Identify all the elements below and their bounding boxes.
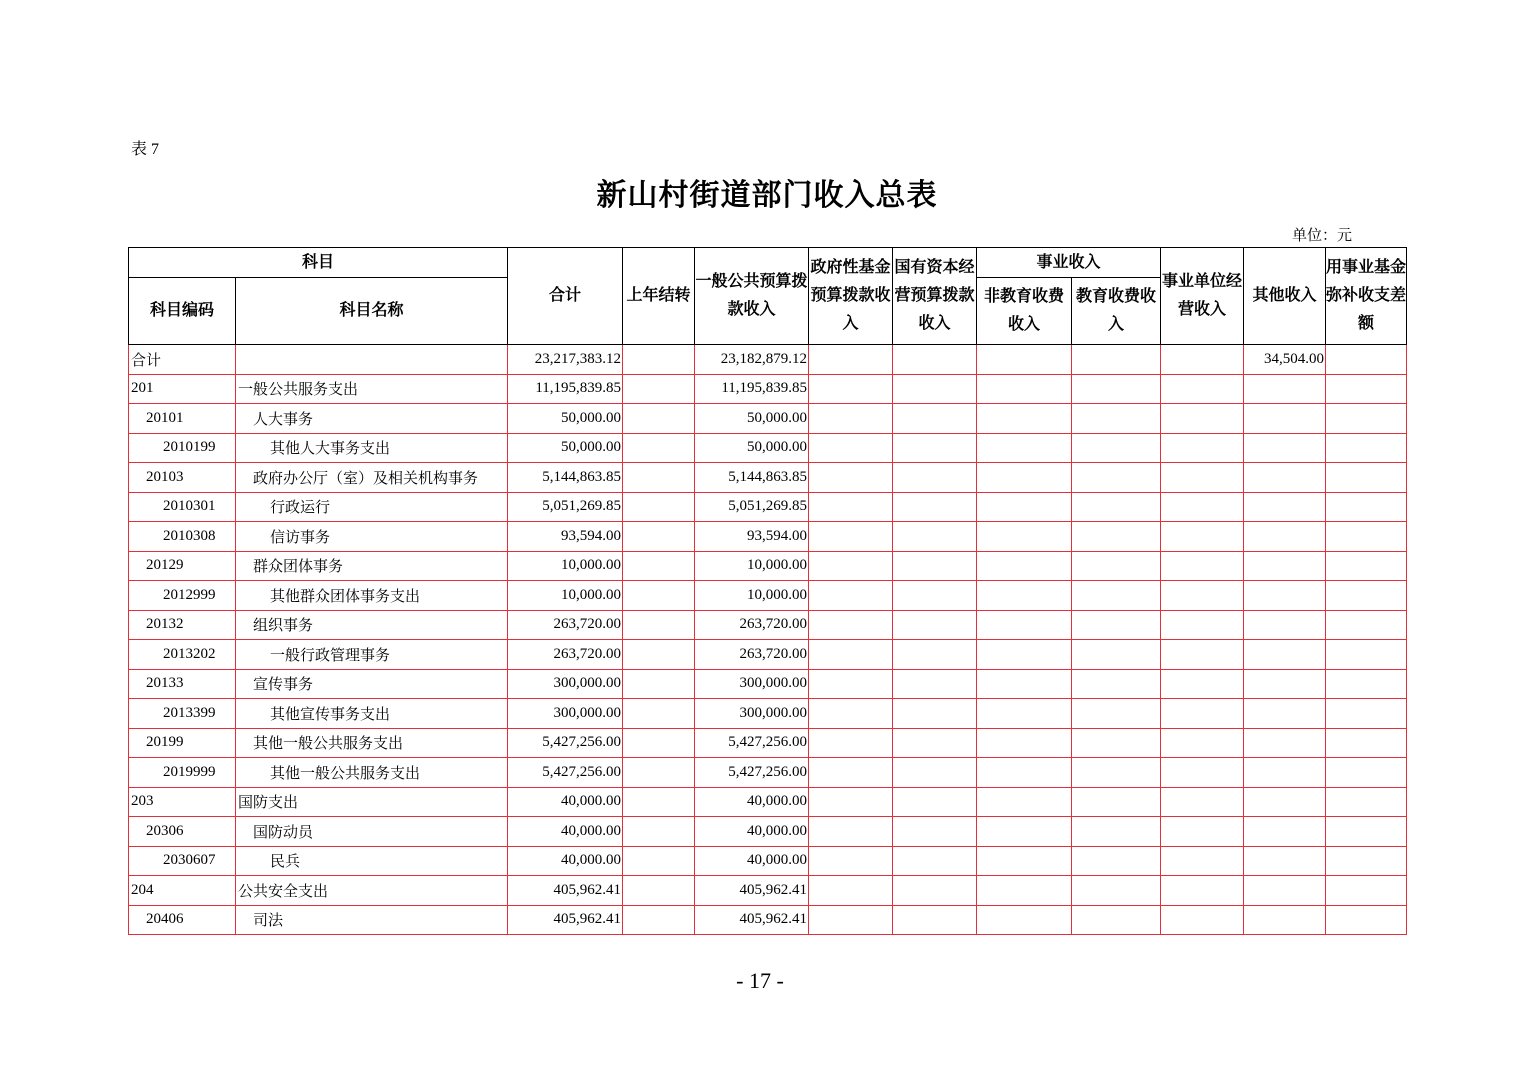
cell-unit-operation — [1161, 610, 1244, 640]
cell-make-up — [1326, 610, 1407, 640]
cell-name: 国防支出 — [236, 787, 508, 817]
cell-non-edu — [977, 669, 1072, 699]
cell-total: 5,144,863.85 — [508, 463, 623, 493]
cell-unit-operation — [1161, 374, 1244, 404]
cell-non-edu — [977, 374, 1072, 404]
cell-name: 一般行政管理事务 — [236, 640, 508, 670]
cell-carryover — [623, 522, 695, 552]
cell-code: 20132 — [129, 610, 236, 640]
cell-other — [1244, 669, 1326, 699]
cell-code: 20103 — [129, 463, 236, 493]
table-row — [129, 404, 1407, 434]
cell-state-capital — [893, 758, 977, 788]
table-row — [129, 492, 1407, 522]
cell-unit-operation — [1161, 345, 1244, 375]
cell-general: 263,720.00 — [695, 640, 809, 670]
cell-edu — [1072, 581, 1161, 611]
cell-carryover — [623, 699, 695, 729]
cell-name: 一般公共服务支出 — [236, 374, 508, 404]
cell-name: 信访事务 — [236, 522, 508, 552]
cell-fund — [809, 640, 893, 670]
cell-make-up — [1326, 728, 1407, 758]
cell-total: 93,594.00 — [508, 522, 623, 552]
cell-total: 263,720.00 — [508, 610, 623, 640]
cell-other — [1244, 640, 1326, 670]
cell-fund — [809, 374, 893, 404]
cell-general: 50,000.00 — [695, 404, 809, 434]
cell-make-up — [1326, 699, 1407, 729]
cell-non-edu — [977, 876, 1072, 906]
cell-total: 405,962.41 — [508, 876, 623, 906]
cell-carryover — [623, 551, 695, 581]
cell-make-up — [1326, 876, 1407, 906]
cell-carryover — [623, 758, 695, 788]
cell-other: 34,504.00 — [1244, 345, 1326, 375]
cell-total: 300,000.00 — [508, 699, 623, 729]
cell-make-up — [1326, 492, 1407, 522]
table-row — [129, 433, 1407, 463]
header-carryover: 上年结转 — [623, 248, 695, 345]
table-row — [129, 640, 1407, 670]
cell-edu — [1072, 728, 1161, 758]
cell-general: 405,962.41 — [695, 876, 809, 906]
cell-edu — [1072, 404, 1161, 434]
cell-state-capital — [893, 846, 977, 876]
cell-non-edu — [977, 492, 1072, 522]
cell-edu — [1072, 669, 1161, 699]
cell-code: 20199 — [129, 728, 236, 758]
cell-state-capital — [893, 699, 977, 729]
cell-edu — [1072, 905, 1161, 935]
cell-fund — [809, 905, 893, 935]
page-number: - 17 - — [736, 968, 784, 993]
cell-code: 20129 — [129, 551, 236, 581]
cell-unit-operation — [1161, 876, 1244, 906]
cell-fund — [809, 787, 893, 817]
cell-code: 2013399 — [129, 699, 236, 729]
cell-other — [1244, 463, 1326, 493]
cell-code: 2010308 — [129, 522, 236, 552]
cell-state-capital — [893, 581, 977, 611]
cell-name: 其他一般公共服务支出 — [236, 758, 508, 788]
cell-edu — [1072, 758, 1161, 788]
table-row — [129, 522, 1407, 552]
cell-unit-operation — [1161, 669, 1244, 699]
cell-other — [1244, 551, 1326, 581]
cell-edu — [1072, 876, 1161, 906]
cell-non-edu — [977, 787, 1072, 817]
cell-non-edu — [977, 404, 1072, 434]
cell-edu — [1072, 463, 1161, 493]
cell-fund — [809, 404, 893, 434]
cell-unit-operation — [1161, 492, 1244, 522]
cell-other — [1244, 433, 1326, 463]
cell-fund — [809, 345, 893, 375]
table-row — [129, 463, 1407, 493]
cell-total: 5,051,269.85 — [508, 492, 623, 522]
cell-non-edu — [977, 345, 1072, 375]
cell-unit-operation — [1161, 699, 1244, 729]
cell-general: 10,000.00 — [695, 581, 809, 611]
cell-code: 20101 — [129, 404, 236, 434]
cell-other — [1244, 404, 1326, 434]
cell-carryover — [623, 463, 695, 493]
cell-carryover — [623, 817, 695, 847]
cell-carryover — [623, 492, 695, 522]
cell-other — [1244, 492, 1326, 522]
cell-total: 50,000.00 — [508, 433, 623, 463]
header-state-capital: 国有资本经营预算拨款收入 — [893, 248, 977, 345]
cell-fund — [809, 522, 893, 552]
cell-total: 40,000.00 — [508, 846, 623, 876]
cell-unit-operation — [1161, 433, 1244, 463]
cell-non-edu — [977, 463, 1072, 493]
table-row — [129, 846, 1407, 876]
cell-non-edu — [977, 758, 1072, 788]
header-fund: 政府性基金预算拨款收入 — [809, 248, 893, 345]
cell-non-edu — [977, 551, 1072, 581]
cell-state-capital — [893, 669, 977, 699]
cell-code: 20133 — [129, 669, 236, 699]
cell-non-edu — [977, 581, 1072, 611]
cell-make-up — [1326, 817, 1407, 847]
cell-other — [1244, 817, 1326, 847]
cell-general: 5,051,269.85 — [695, 492, 809, 522]
cell-carryover — [623, 581, 695, 611]
cell-non-edu — [977, 433, 1072, 463]
header-code: 科目编码 — [129, 278, 236, 345]
cell-fund — [809, 699, 893, 729]
cell-carryover — [623, 876, 695, 906]
cell-code: 204 — [129, 876, 236, 906]
cell-code: 2012999 — [129, 581, 236, 611]
cell-unit-operation — [1161, 787, 1244, 817]
cell-edu — [1072, 551, 1161, 581]
cell-edu — [1072, 345, 1161, 375]
header-other: 其他收入 — [1244, 248, 1326, 345]
cell-name: 其他一般公共服务支出 — [236, 728, 508, 758]
cell-code: 2010199 — [129, 433, 236, 463]
cell-code: 2019999 — [129, 758, 236, 788]
cell-fund — [809, 758, 893, 788]
header-edu: 教育收费收入 — [1072, 278, 1161, 345]
cell-unit-operation — [1161, 846, 1244, 876]
cell-edu — [1072, 610, 1161, 640]
cell-general: 5,427,256.00 — [695, 728, 809, 758]
cell-other — [1244, 905, 1326, 935]
header-unit-operation: 事业单位经营收入 — [1161, 248, 1244, 345]
cell-unit-operation — [1161, 758, 1244, 788]
cell-general: 40,000.00 — [695, 846, 809, 876]
cell-fund — [809, 728, 893, 758]
cell-make-up — [1326, 374, 1407, 404]
cell-total: 40,000.00 — [508, 787, 623, 817]
cell-unit-operation — [1161, 404, 1244, 434]
cell-name: 其他宣传事务支出 — [236, 699, 508, 729]
cell-general: 50,000.00 — [695, 433, 809, 463]
cell-non-edu — [977, 728, 1072, 758]
cell-state-capital — [893, 905, 977, 935]
cell-make-up — [1326, 669, 1407, 699]
cell-general: 405,962.41 — [695, 905, 809, 935]
cell-other — [1244, 846, 1326, 876]
cell-fund — [809, 463, 893, 493]
cell-fund — [809, 846, 893, 876]
cell-unit-operation — [1161, 640, 1244, 670]
cell-code: 20306 — [129, 817, 236, 847]
table-row — [129, 699, 1407, 729]
header-business-income: 事业收入 — [977, 248, 1161, 278]
cell-non-edu — [977, 640, 1072, 670]
cell-carryover — [623, 404, 695, 434]
table-row — [129, 817, 1407, 847]
cell-carryover — [623, 787, 695, 817]
cell-state-capital — [893, 374, 977, 404]
cell-code: 2010301 — [129, 492, 236, 522]
cell-non-edu — [977, 817, 1072, 847]
cell-make-up — [1326, 787, 1407, 817]
cell-edu — [1072, 846, 1161, 876]
cell-non-edu — [977, 522, 1072, 552]
cell-unit-operation — [1161, 463, 1244, 493]
cell-make-up — [1326, 433, 1407, 463]
cell-other — [1244, 610, 1326, 640]
table-row — [129, 758, 1407, 788]
cell-non-edu — [977, 905, 1072, 935]
cell-fund — [809, 581, 893, 611]
cell-carryover — [623, 374, 695, 404]
header-non-edu: 非教育收费收入 — [977, 278, 1072, 345]
cell-fund — [809, 551, 893, 581]
cell-state-capital — [893, 551, 977, 581]
table-row — [129, 787, 1407, 817]
cell-unit-operation — [1161, 522, 1244, 552]
cell-make-up — [1326, 905, 1407, 935]
cell-total: 405,962.41 — [508, 905, 623, 935]
cell-unit-operation — [1161, 728, 1244, 758]
cell-edu — [1072, 433, 1161, 463]
table-label: 表 7 — [131, 141, 160, 158]
cell-carryover — [623, 728, 695, 758]
cell-name: 组织事务 — [236, 610, 508, 640]
cell-other — [1244, 787, 1326, 817]
cell-unit-operation — [1161, 817, 1244, 847]
cell-state-capital — [893, 492, 977, 522]
cell-total: 23,217,383.12 — [508, 345, 623, 375]
table-row — [129, 581, 1407, 611]
cell-unit-operation — [1161, 581, 1244, 611]
cell-state-capital — [893, 876, 977, 906]
cell-state-capital — [893, 463, 977, 493]
cell-name: 公共安全支出 — [236, 876, 508, 906]
header-name: 科目名称 — [236, 278, 508, 345]
cell-name: 人大事务 — [236, 404, 508, 434]
cell-non-edu — [977, 610, 1072, 640]
cell-general: 10,000.00 — [695, 551, 809, 581]
cell-code: 201 — [129, 374, 236, 404]
cell-other — [1244, 522, 1326, 552]
cell-state-capital — [893, 610, 977, 640]
cell-general: 93,594.00 — [695, 522, 809, 552]
cell-make-up — [1326, 404, 1407, 434]
cell-state-capital — [893, 433, 977, 463]
cell-code: 合计 — [129, 345, 236, 375]
cell-fund — [809, 669, 893, 699]
cell-edu — [1072, 492, 1161, 522]
cell-carryover — [623, 433, 695, 463]
cell-name: 群众团体事务 — [236, 551, 508, 581]
table-row — [129, 876, 1407, 906]
table-row — [129, 374, 1407, 404]
table-row — [129, 345, 1407, 375]
cell-make-up — [1326, 463, 1407, 493]
table-row — [129, 728, 1407, 758]
cell-edu — [1072, 640, 1161, 670]
cell-general: 40,000.00 — [695, 787, 809, 817]
cell-total: 300,000.00 — [508, 669, 623, 699]
cell-total: 263,720.00 — [508, 640, 623, 670]
cell-fund — [809, 433, 893, 463]
cell-general: 11,195,839.85 — [695, 374, 809, 404]
cell-unit-operation — [1161, 905, 1244, 935]
cell-carryover — [623, 610, 695, 640]
cell-non-edu — [977, 846, 1072, 876]
cell-edu — [1072, 817, 1161, 847]
cell-non-edu — [977, 699, 1072, 729]
cell-total: 5,427,256.00 — [508, 728, 623, 758]
cell-unit-operation — [1161, 551, 1244, 581]
cell-name: 其他人大事务支出 — [236, 433, 508, 463]
cell-name: 其他群众团体事务支出 — [236, 581, 508, 611]
cell-carryover — [623, 846, 695, 876]
cell-general: 23,182,879.12 — [695, 345, 809, 375]
cell-other — [1244, 581, 1326, 611]
cell-state-capital — [893, 522, 977, 552]
page-title: 新山村街道部门收入总表 — [596, 179, 938, 212]
unit-label: 单位：元 — [1292, 228, 1353, 244]
cell-carryover — [623, 669, 695, 699]
cell-other — [1244, 728, 1326, 758]
cell-state-capital — [893, 817, 977, 847]
header-subject: 科目 — [129, 248, 508, 278]
cell-state-capital — [893, 787, 977, 817]
cell-total: 40,000.00 — [508, 817, 623, 847]
cell-other — [1244, 876, 1326, 906]
cell-name: 行政运行 — [236, 492, 508, 522]
cell-carryover — [623, 345, 695, 375]
cell-name: 国防动员 — [236, 817, 508, 847]
cell-make-up — [1326, 846, 1407, 876]
cell-carryover — [623, 905, 695, 935]
cell-name: 宣传事务 — [236, 669, 508, 699]
table-row — [129, 551, 1407, 581]
cell-general: 5,144,863.85 — [695, 463, 809, 493]
cell-make-up — [1326, 551, 1407, 581]
header-total: 合计 — [508, 248, 623, 345]
cell-make-up — [1326, 345, 1407, 375]
cell-total: 10,000.00 — [508, 551, 623, 581]
cell-name — [236, 345, 508, 375]
header-general: 一般公共预算拨款收入 — [695, 248, 809, 345]
cell-make-up — [1326, 581, 1407, 611]
cell-fund — [809, 492, 893, 522]
cell-total: 11,195,839.85 — [508, 374, 623, 404]
cell-fund — [809, 817, 893, 847]
cell-edu — [1072, 522, 1161, 552]
cell-other — [1244, 758, 1326, 788]
cell-general: 300,000.00 — [695, 669, 809, 699]
cell-general: 263,720.00 — [695, 610, 809, 640]
cell-total: 5,427,256.00 — [508, 758, 623, 788]
cell-name: 司法 — [236, 905, 508, 935]
cell-state-capital — [893, 404, 977, 434]
cell-carryover — [623, 640, 695, 670]
cell-code: 2013202 — [129, 640, 236, 670]
cell-make-up — [1326, 522, 1407, 552]
cell-other — [1244, 699, 1326, 729]
cell-edu — [1072, 699, 1161, 729]
cell-state-capital — [893, 345, 977, 375]
cell-general: 5,427,256.00 — [695, 758, 809, 788]
table-row — [129, 669, 1407, 699]
cell-other — [1244, 374, 1326, 404]
cell-edu — [1072, 787, 1161, 817]
table-row — [129, 610, 1407, 640]
table-row — [129, 905, 1407, 935]
cell-total: 10,000.00 — [508, 581, 623, 611]
cell-make-up — [1326, 640, 1407, 670]
cell-general: 300,000.00 — [695, 699, 809, 729]
cell-state-capital — [893, 728, 977, 758]
cell-name: 民兵 — [236, 846, 508, 876]
income-table — [128, 247, 1407, 935]
cell-edu — [1072, 374, 1161, 404]
cell-total: 50,000.00 — [508, 404, 623, 434]
cell-make-up — [1326, 758, 1407, 788]
cell-code: 203 — [129, 787, 236, 817]
cell-general: 40,000.00 — [695, 817, 809, 847]
cell-fund — [809, 876, 893, 906]
cell-code: 2030607 — [129, 846, 236, 876]
cell-code: 20406 — [129, 905, 236, 935]
cell-fund — [809, 610, 893, 640]
header-make-up: 用事业基金弥补收支差额 — [1326, 248, 1407, 345]
cell-name: 政府办公厅（室）及相关机构事务 — [236, 463, 508, 493]
cell-state-capital — [893, 640, 977, 670]
